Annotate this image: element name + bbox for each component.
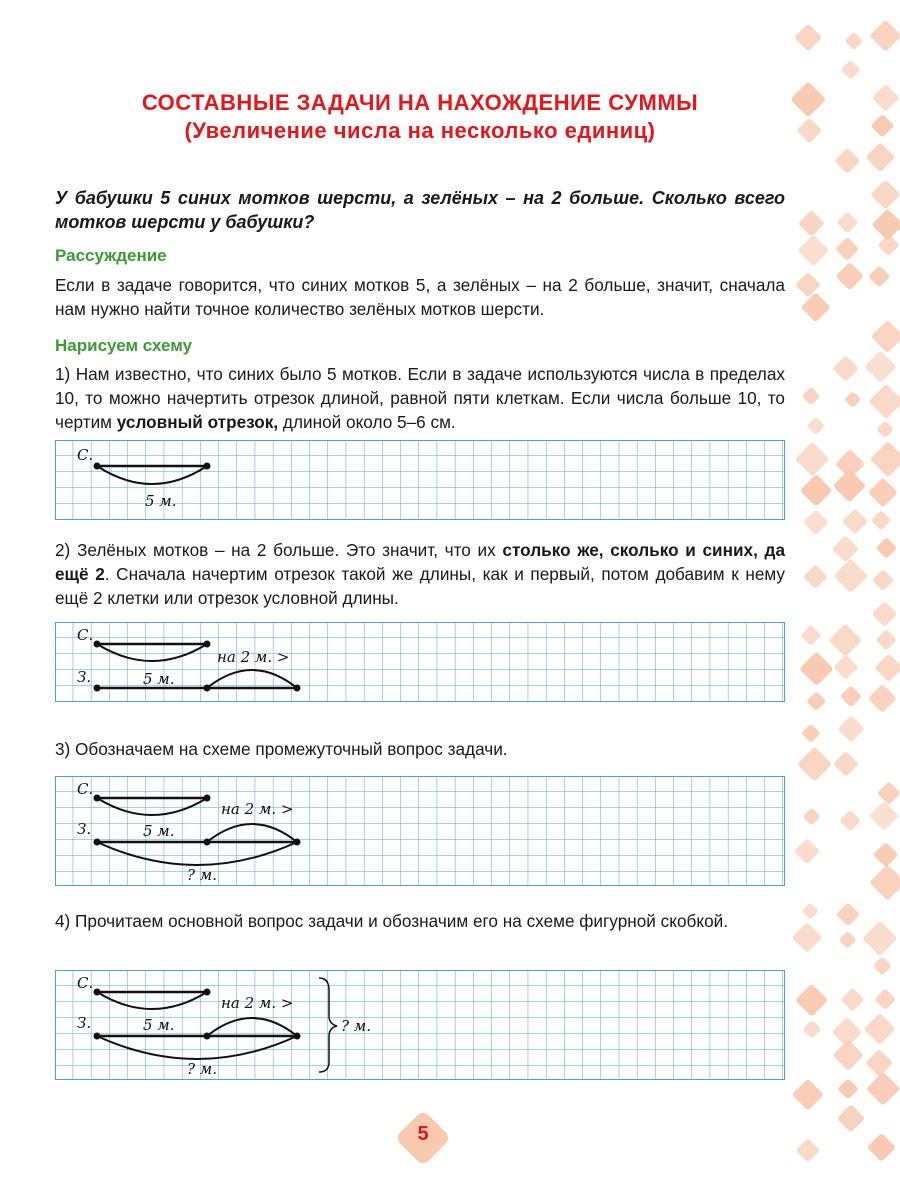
page-number: 5 bbox=[417, 1123, 429, 1145]
decor-diamond bbox=[795, 984, 828, 1017]
reasoning-text: Если в задаче говорится, что синих мотков 5, а зелёных – на 2 больше, значит, сначала нам нужно найти точное количество зелёных мотков шерсти. bbox=[55, 275, 785, 319]
decor-diamond bbox=[832, 535, 859, 562]
decor-diamond bbox=[833, 1040, 864, 1071]
reasoning-heading: Рассуждение bbox=[55, 246, 167, 265]
decor-diamond bbox=[872, 601, 898, 627]
plus-two-label: на 2 м. > bbox=[221, 994, 294, 1012]
decor-diamond bbox=[828, 623, 862, 657]
decor-diamond bbox=[835, 237, 859, 261]
plus-two-label: на 2 м. > bbox=[217, 648, 290, 666]
decor-diamond bbox=[803, 808, 821, 826]
decor-diamond bbox=[832, 355, 859, 382]
scheme-diagram-2 bbox=[55, 622, 785, 702]
decor-diamond bbox=[807, 417, 825, 435]
decor-diamond bbox=[862, 921, 898, 957]
decor-diamond bbox=[869, 801, 899, 831]
decor-diamond bbox=[868, 265, 890, 287]
decor-diamond bbox=[868, 384, 900, 419]
decor-diamond bbox=[835, 449, 865, 479]
decor-diamond bbox=[800, 625, 821, 646]
decor-diamond bbox=[872, 569, 894, 591]
total-question-label: ? м. bbox=[341, 1017, 372, 1035]
decor-diamond bbox=[802, 1020, 821, 1039]
decor-diamond bbox=[832, 1017, 863, 1048]
decor-diamond bbox=[868, 478, 898, 508]
decor-diamond bbox=[870, 441, 900, 477]
decor-diamond bbox=[865, 142, 895, 172]
decor-diamond bbox=[836, 902, 860, 926]
decor-diamond bbox=[833, 469, 866, 502]
step1-text: 1) Нам известно, что синих было 5 мотков. Если в задаче используются числа в пределах 10, то можно начертить отрезок длиной, равной пяти клеткам. Если числа больше 10, то чертим условный отрезок, длиной около 5–6 см. bbox=[55, 364, 785, 432]
decor-diamond bbox=[794, 838, 820, 864]
decor-diamond bbox=[795, 272, 821, 298]
decor-diamond bbox=[796, 118, 822, 144]
decor-diamond bbox=[801, 292, 831, 322]
decor-diamond bbox=[840, 988, 864, 1012]
decor-diamond bbox=[870, 179, 900, 209]
decor-diamond bbox=[873, 842, 899, 868]
five-label: 5 м. bbox=[143, 1016, 175, 1034]
step2-text: 2) Зелёных мотков – на 2 больше. Это значит, что их столько же, сколько и синих, да ещё 2. Сначала начертим отрезок такой же длины, как и первый, потом добавим к нему ещё 2 клетки или отрезок условной длины. bbox=[55, 540, 786, 608]
green-label: З. bbox=[77, 668, 92, 686]
decor-diamond bbox=[803, 509, 829, 535]
decor-diamond bbox=[845, 32, 864, 51]
decor-diamond bbox=[794, 23, 822, 51]
scheme-diagram-1 bbox=[55, 440, 785, 520]
decor-diamond bbox=[801, 724, 820, 743]
decor-diamond bbox=[876, 421, 894, 439]
decor-diamond bbox=[806, 691, 826, 711]
decor-diamond bbox=[833, 655, 858, 680]
decor-diamond bbox=[792, 922, 823, 953]
decor-diamond bbox=[871, 114, 895, 138]
scheme-diagram-4 bbox=[55, 970, 785, 1080]
decor-diamond bbox=[796, 1138, 820, 1162]
decor-diamond bbox=[871, 510, 891, 530]
decor-diamond bbox=[868, 684, 897, 713]
decor-diamond bbox=[833, 751, 859, 777]
decor-diamond bbox=[876, 537, 898, 559]
decor-diamond bbox=[876, 629, 898, 651]
decor-diamond bbox=[839, 810, 861, 832]
green-label: З. bbox=[77, 1014, 92, 1032]
decor-diamond bbox=[842, 508, 868, 534]
decor-diamond bbox=[844, 391, 861, 408]
decor-diamond bbox=[866, 1072, 900, 1106]
decor-diamond bbox=[803, 564, 828, 589]
decor-diamond bbox=[792, 1079, 824, 1111]
decor-diamond bbox=[797, 747, 832, 782]
decor-diamond bbox=[877, 234, 899, 256]
scheme-heading: Нарисуем схему bbox=[55, 336, 193, 355]
step3-text: 3) Обозначаем на схеме промежуточный вопрос задачи. bbox=[55, 739, 508, 759]
decor-diamond bbox=[872, 209, 900, 241]
decor-diamond bbox=[799, 652, 834, 687]
plus-two-label: на 2 м. > bbox=[221, 800, 294, 818]
decor-diamond bbox=[874, 988, 896, 1010]
decor-diamond bbox=[836, 211, 858, 233]
task-statement: У бабушки 5 синих мотков шерсти, а зелёных – на 2 больше. Сколько всего мотков шерсти у бабушки? bbox=[55, 188, 785, 232]
decor-diamond bbox=[833, 559, 868, 594]
page-title: СОСТАВНЫЕ ЗАДАЧИ НА НАХОЖДЕНИЕ СУММЫ bbox=[141, 90, 699, 115]
blue-label: С. bbox=[77, 446, 94, 464]
step4-text: 4) Прочитаем основной вопрос задачи и обозначим его на схеме фигурной скобкой. bbox=[55, 911, 729, 931]
blue-label: С. bbox=[77, 626, 94, 644]
decor-diamond bbox=[873, 956, 892, 975]
decor-diamond bbox=[801, 902, 818, 919]
five-label: 5 м. bbox=[143, 670, 175, 688]
scheme-diagram-3 bbox=[55, 776, 785, 886]
five-label: 5 м. bbox=[145, 492, 177, 510]
decor-diamond bbox=[877, 781, 900, 805]
question-label: ? м. bbox=[187, 1060, 218, 1078]
decor-diamond bbox=[798, 210, 825, 237]
five-label: 5 м. bbox=[143, 822, 175, 840]
green-label: З. bbox=[77, 820, 92, 838]
decor-diamond bbox=[798, 235, 830, 267]
decor-diamond bbox=[871, 320, 900, 353]
decor-diamond bbox=[837, 715, 864, 742]
decor-diamond bbox=[864, 350, 897, 383]
page-subtitle: (Увеличение числа на несколько единиц) bbox=[184, 118, 656, 143]
decor-diamond bbox=[874, 653, 900, 682]
decor-diamond bbox=[839, 931, 857, 949]
decor-diamond bbox=[872, 84, 900, 112]
question-label: ? м. bbox=[187, 866, 218, 884]
decor-diamond bbox=[864, 1013, 896, 1045]
decor-diamond bbox=[802, 387, 821, 406]
decor-diamond bbox=[837, 1104, 865, 1132]
decor-diamond bbox=[790, 81, 826, 117]
decor-diamond bbox=[869, 20, 900, 52]
blue-label: С. bbox=[77, 780, 94, 798]
decor-diamond bbox=[835, 262, 864, 291]
decor-diamond bbox=[837, 1078, 859, 1100]
decor-diamond bbox=[834, 148, 860, 174]
decor-diamond bbox=[800, 474, 833, 507]
decor-diamond bbox=[841, 60, 861, 80]
decor-diamond bbox=[840, 685, 862, 707]
decor-diamond bbox=[865, 1049, 893, 1077]
blue-label: С. bbox=[77, 974, 94, 992]
decor-diamond bbox=[795, 442, 830, 477]
decor-diamond bbox=[867, 1133, 896, 1162]
decor-diamond bbox=[869, 864, 900, 901]
